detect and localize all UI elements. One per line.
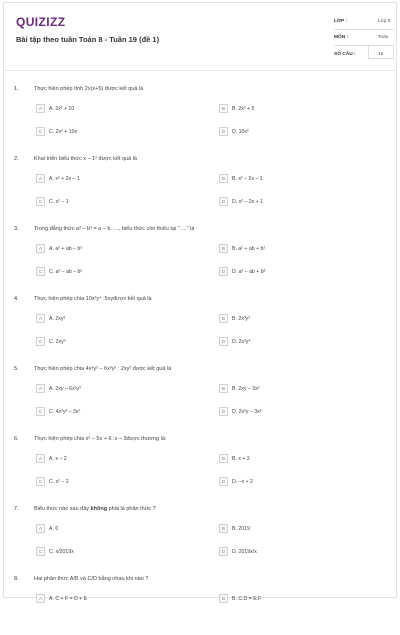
worksheet-title: Bài tập theo tuần Toán 8 - Tuần 19 (đề 1): [16, 35, 160, 44]
worksheet-header: [4, 3, 396, 65]
option-a[interactable]: [36, 243, 82, 254]
option-text: B. x² – 2x – 1: [232, 175, 263, 182]
question-number: 7.: [14, 506, 19, 512]
question-item: [4, 215, 396, 285]
meta-value: Toán: [378, 35, 389, 40]
option-text: B. 2019: [232, 525, 250, 532]
question-number: 1.: [14, 86, 19, 92]
option-c[interactable]: [36, 476, 69, 487]
meta-key: MÔN :: [334, 35, 349, 40]
meta-value: 15: [378, 51, 384, 57]
question-number: 8.: [14, 576, 19, 582]
option-letter-badge: C: [36, 477, 45, 486]
option-text: D. 2x²y⁴: [232, 338, 251, 345]
option-letter-badge: D: [219, 337, 228, 346]
question-text: Trong đẳng thức a³ – b³ = a – b….., biểu thức còn thiếu tại "…." là: [34, 226, 195, 232]
option-a[interactable]: [36, 523, 58, 534]
option-c[interactable]: [36, 336, 66, 347]
option-letter-badge: D: [219, 407, 228, 416]
question-number: 3.: [14, 226, 19, 232]
option-letter-badge: D: [219, 267, 228, 276]
question-item: [4, 75, 396, 145]
option-letter-badge: A: [36, 524, 45, 533]
question-text: Thực hiện phép chia 10x²y⁴ :5xyđược kết quả là: [34, 296, 152, 302]
question-item: [4, 145, 396, 215]
option-b[interactable]: [219, 383, 259, 394]
option-c[interactable]: [36, 406, 80, 417]
option-letter-badge: C: [36, 337, 45, 346]
option-text: B. 2x³y³: [232, 315, 250, 322]
option-d[interactable]: [219, 126, 249, 137]
question-text: Thực hiện phép chia x² – 5x + 6 :x – 3được thương là:: [34, 436, 167, 442]
option-text: D. 10x²: [232, 128, 249, 135]
question-item: [4, 355, 396, 425]
option-text: A. 2xy³: [49, 315, 66, 322]
meta-value-box: [368, 45, 394, 59]
option-d[interactable]: [219, 406, 261, 417]
option-a[interactable]: [36, 313, 65, 324]
question-text: Khai triển biểu thức x – 1² được kết quả là: [34, 156, 137, 162]
option-letter-badge: C: [36, 197, 45, 206]
option-b[interactable]: [219, 593, 261, 604]
option-b[interactable]: [219, 103, 254, 114]
option-d[interactable]: [219, 266, 265, 277]
quizizz-logo: QUIZIZZ: [16, 15, 66, 29]
meta-key: SỐ CÂU :: [334, 51, 356, 57]
option-text: C. x² – 2: [49, 478, 69, 485]
option-letter-badge: B: [219, 244, 228, 253]
header-divider: [4, 70, 396, 71]
option-d[interactable]: [219, 476, 253, 487]
option-b[interactable]: [219, 453, 250, 464]
option-text: B. C.D = E.F: [232, 595, 262, 602]
option-text: C. x² – 1: [49, 198, 69, 205]
option-letter-badge: D: [219, 127, 228, 136]
option-text: A. x² + 2x – 1: [49, 175, 80, 182]
question-text: Thực hiện phép tính 2x(x+5) được kết quả là: [34, 86, 144, 92]
option-d[interactable]: [219, 546, 257, 557]
option-text: B. 2x² + 5: [232, 105, 255, 112]
question-item: [4, 495, 396, 565]
option-text: D. 2x²y – 3x³: [232, 408, 262, 415]
option-text: B. x + 2: [232, 455, 250, 462]
option-text: A. 2x² + 10: [49, 105, 75, 112]
option-a[interactable]: [36, 103, 74, 114]
option-letter-badge: C: [36, 127, 45, 136]
option-b[interactable]: [219, 173, 263, 184]
option-letter-badge: A: [36, 244, 45, 253]
option-b[interactable]: [219, 523, 250, 534]
option-c[interactable]: [36, 266, 82, 277]
question-item: [4, 565, 396, 635]
option-letter-badge: C: [36, 407, 45, 416]
option-letter-badge: A: [36, 594, 45, 603]
option-letter-badge: A: [36, 314, 45, 323]
question-text-part: phải là phân thức ?: [107, 506, 156, 512]
option-text: A. 0: [49, 525, 59, 532]
option-text: C. 4x²y³ – 3x²: [49, 408, 81, 415]
option-letter-badge: B: [219, 594, 228, 603]
option-text: A. C + F = D + E: [49, 595, 88, 602]
option-text: D. a² – ab + b²: [232, 268, 266, 275]
option-text: A. x – 2: [49, 455, 67, 462]
option-text: D. –x + 2: [232, 478, 253, 485]
option-letter-badge: C: [36, 547, 45, 556]
question-number: 5.: [14, 366, 19, 372]
option-a[interactable]: [36, 453, 67, 464]
option-letter-badge: C: [36, 267, 45, 276]
option-letter-badge: A: [36, 174, 45, 183]
option-c[interactable]: [36, 196, 69, 207]
question-text: Hai phân thức A/B và C/D bằng nhau khi nào ?: [34, 576, 149, 582]
option-text: B. 2xy – 3x²: [232, 385, 260, 392]
question-item: [4, 425, 396, 495]
question-number: 6.: [14, 436, 19, 442]
question-text: [34, 506, 156, 512]
worksheet-page: [3, 2, 397, 602]
option-text: C. 2x² + 10x: [49, 128, 78, 135]
question-text: Thực hiện phép chia 4x³y² – 6x³y² : 2xy² được kết quả là: [34, 366, 172, 372]
option-text: A. a² + ab – b²: [49, 245, 83, 252]
option-text: D. x² – 2x + 1: [232, 198, 263, 205]
question-item: [4, 285, 396, 355]
option-letter-badge: A: [36, 454, 45, 463]
option-letter-badge: A: [36, 104, 45, 113]
option-letter-badge: D: [219, 547, 228, 556]
option-text: C. x/2019x: [49, 548, 74, 555]
question-number: 2.: [14, 156, 19, 162]
meta-value: Lớp 8: [378, 19, 391, 24]
option-letter-badge: D: [219, 477, 228, 486]
option-letter-badge: B: [219, 104, 228, 113]
option-letter-badge: A: [36, 384, 45, 393]
option-c[interactable]: [36, 546, 74, 557]
meta-key: LỚP :: [334, 19, 348, 24]
meta-row-subject: [334, 30, 394, 46]
option-letter-badge: D: [219, 197, 228, 206]
question-text-part: Biểu thức nào sau đây: [34, 506, 91, 512]
option-text: C. 2xy⁴: [49, 338, 66, 345]
option-letter-badge: B: [219, 384, 228, 393]
option-letter-badge: B: [219, 454, 228, 463]
option-letter-badge: B: [219, 314, 228, 323]
option-a[interactable]: [36, 593, 87, 604]
option-b[interactable]: [219, 313, 250, 324]
question-number: 4.: [14, 296, 19, 302]
option-c[interactable]: [36, 126, 77, 137]
option-text: C. a² – ab – b²: [49, 268, 83, 275]
meta-row-class: [334, 14, 394, 30]
option-text: A. 2xy – 6x²y³: [49, 385, 81, 392]
option-a[interactable]: [36, 173, 80, 184]
option-letter-badge: B: [219, 174, 228, 183]
option-text: B. a² + ab + b²: [232, 245, 266, 252]
option-d[interactable]: [219, 196, 263, 207]
option-b[interactable]: [219, 243, 265, 254]
question-text-emphasis: không: [90, 506, 108, 512]
option-letter-badge: B: [219, 524, 228, 533]
option-d[interactable]: [219, 336, 251, 347]
option-a[interactable]: [36, 383, 81, 394]
option-text: D. 2019x/x: [232, 548, 257, 555]
